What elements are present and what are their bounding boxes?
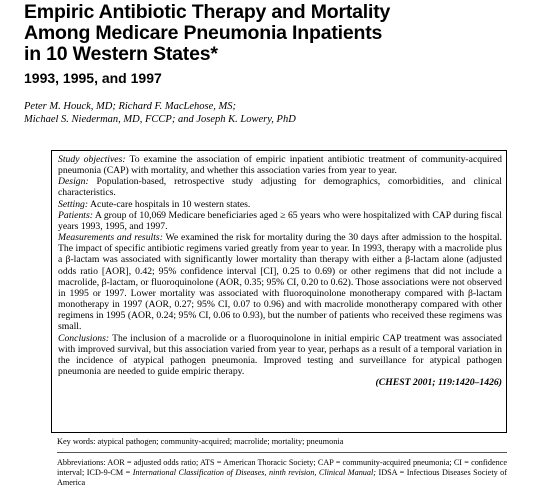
measurements-text: We examined the risk for mortality during the 30 days after admission to the hospital. The impact of specific antibiotic regimens varied greatly from year to year. In 1993, therapy with a macrolide plus a β-lactam was associated with significantly lower mortality than therapy with either a β-lactam alone (adjusted odds ratio [AOR], 0.42; 95% confidence interval [CI], 0.25 to 0.69) or other regimens that did not include a macrolide, β-lactam, or fluoroquinolone (AOR, 0.35; 95% CI, 0.20 to 0.62). Those associations were not observed in 1995 or 1997. Lower mortality was associated with fluoroquinolone monotherapy compared with β-lactam monotherapy in 1997 (AOR, 0.27; 95% CI, 0.07 to 0.96) and with macrolide monotherapy compared with other regimens in 1995 (AOR, 0.24; 95% CI, 0.06 to 0.93), but the number of patients who received these regimens was small.	[58, 232, 502, 333]
setting-text: Acute-care hospitals in 10 western states.	[88, 198, 251, 210]
design-text: Population-based, retrospective study adjusting for demographics, comorbidities, and clinical characteristics.	[58, 176, 502, 199]
abbreviations-text-1: Abbreviations: AOR = adjusted odds ratio; ATS = American Thoracic Society; CAP = community-acquired pneumonia; CI = confidence interval; ICD-9-CM =	[57, 458, 507, 478]
abstract-measurements	[58, 232, 502, 332]
patients-label: Patients:	[58, 209, 93, 221]
abstract-conclusions	[58, 333, 502, 378]
abstract-objectives	[58, 154, 502, 176]
objectives-label: Study objectives:	[58, 154, 126, 165]
abstract-setting	[58, 199, 502, 210]
conclusions-label: Conclusions:	[58, 332, 110, 344]
study-years: 1993, 1995, and 1997	[24, 70, 162, 86]
section-divider	[57, 452, 507, 453]
abstract-box	[51, 150, 507, 433]
abstract-patients	[58, 210, 502, 232]
author-list	[24, 100, 524, 126]
title-line-3: in 10 Western States*	[24, 43, 218, 65]
abbreviations-text-2: IDSA = Infectious Diseases Society of America	[57, 468, 507, 488]
journal-citation: (CHEST 2001; 119:1420–1426)	[375, 377, 502, 389]
patients-text: A group of 10,069 Medicare beneficiaries aged ≥ 65 years who were hospitalized with CAP during fiscal years 1993, 1995, and 1997.	[58, 209, 502, 232]
objectives-text: To examine the association of empiric inpatient antibiotic treatment of community-acquired pneumonia (CAP) with mortality, and whether this association varies from year to year.	[58, 154, 502, 177]
article-title	[24, 2, 534, 65]
abstract-design	[58, 176, 502, 198]
setting-label: Setting:	[58, 198, 89, 210]
measurements-label: Measurements and results:	[58, 232, 163, 244]
authors-line-2: Michael S. Niederman, MD, FCCP; and Joseph K. Lowery, PhD	[24, 114, 296, 125]
abbreviations	[57, 458, 507, 489]
abbreviations-text-italic: International Classification of Diseases, ninth revision, Clinical Manual;	[132, 468, 376, 478]
conclusions-text: The inclusion of a macrolide or a fluoroquinolone in initial empiric CAP treatment was associated with improved survival, but this association varied from year to year, perhaps as a result of a temporal variation in the incidence of atypical pathogen pneumonia. Improved testing and surveillance for atypical pathogen pneumonia are needed to guide empiric therapy.	[58, 332, 502, 377]
keywords: Key words: atypical pathogen; community-acquired; macrolide; mortality; pneumonia	[57, 437, 344, 446]
design-label: Design:	[58, 176, 89, 188]
title-line-2: Among Medicare Pneumonia Inpatients	[24, 22, 383, 44]
title-line-1: Empiric Antibiotic Therapy and Mortality	[24, 1, 391, 23]
authors-line-1: Peter M. Houck, MD; Richard F. MacLehose, MS;	[24, 101, 236, 112]
